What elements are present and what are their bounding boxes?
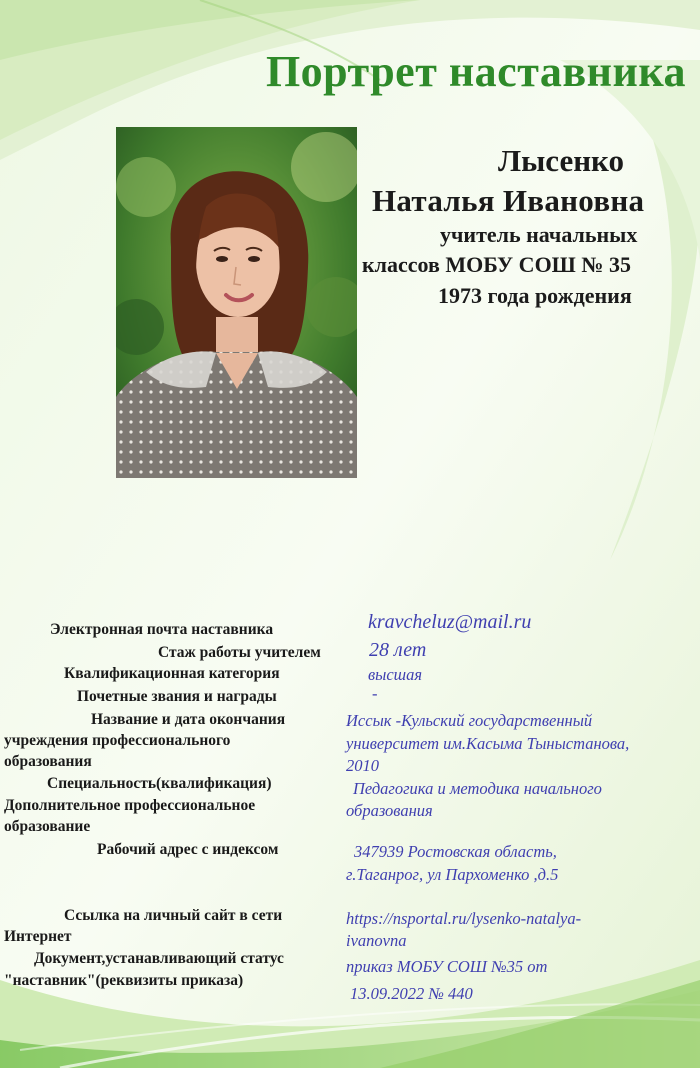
document-label-line2: "наставник"(реквизиты приказа): [4, 972, 244, 989]
education-value-line2: университет им.Касыма Тыныстанова,: [346, 734, 630, 753]
mentor-position-line1: учитель начальных: [440, 222, 638, 247]
address-label: Рабочий адрес с индексом: [97, 841, 279, 858]
mentor-surname: Лысенко: [498, 143, 625, 178]
education-label-line1: Название и дата окончания: [91, 711, 286, 728]
portrait-photo: [116, 127, 357, 478]
education-label-line3: образования: [4, 753, 92, 770]
category-label: Квалификационная категория: [64, 665, 280, 682]
mentor-name: Наталья Ивановна: [372, 183, 645, 218]
education-value-line1: Иссык -Кульский государственный: [346, 711, 593, 730]
document-value-line1: приказ МОБУ СОШ №35 от: [346, 957, 548, 976]
education-value-line3: 2010: [346, 756, 379, 775]
document-label-line1: Документ,устанавливающий статус: [34, 950, 284, 967]
experience-value: 28 лет: [369, 639, 427, 661]
page-title: Портрет наставника: [265, 47, 686, 96]
document-value-line2: 13.09.2022 № 440: [350, 984, 473, 1003]
additional-education-label-line1: Дополнительное профессиональное: [4, 797, 256, 814]
email-value[interactable]: kravcheluz@mail.ru: [368, 611, 532, 633]
specialty-value-line1: Педагогика и методика начального: [353, 779, 602, 798]
address-value-line1: 347939 Ростовская область,: [354, 842, 557, 861]
email-label: Электронная почта наставника: [50, 621, 274, 638]
additional-education-label-line2: образование: [4, 818, 91, 835]
awards-label: Почетные звания и награды: [77, 688, 277, 705]
website-link-line1[interactable]: https://nsportal.ru/lysenko-natalya-: [346, 909, 582, 928]
mentor-position-line2: классов МОБУ СОШ № 35: [362, 252, 631, 277]
category-value: высшая: [368, 665, 423, 684]
specialty-value-line2: образования: [346, 801, 433, 820]
website-label-line2: Интернет: [4, 928, 72, 945]
website-label-line1: Ссылка на личный сайт в сети: [64, 907, 283, 924]
address-value-line2: г.Таганрог, ул Пархоменко ,д.5: [346, 865, 559, 884]
specialty-label: Специальность(квалификация): [47, 775, 272, 792]
mentor-birth-year: 1973 года рождения: [438, 283, 632, 308]
education-label-line2: учреждения профессионального: [4, 732, 231, 749]
awards-value: -: [372, 684, 378, 703]
experience-label: Стаж работы учителем: [158, 644, 321, 661]
website-link-line2[interactable]: ivanovna: [346, 931, 407, 950]
